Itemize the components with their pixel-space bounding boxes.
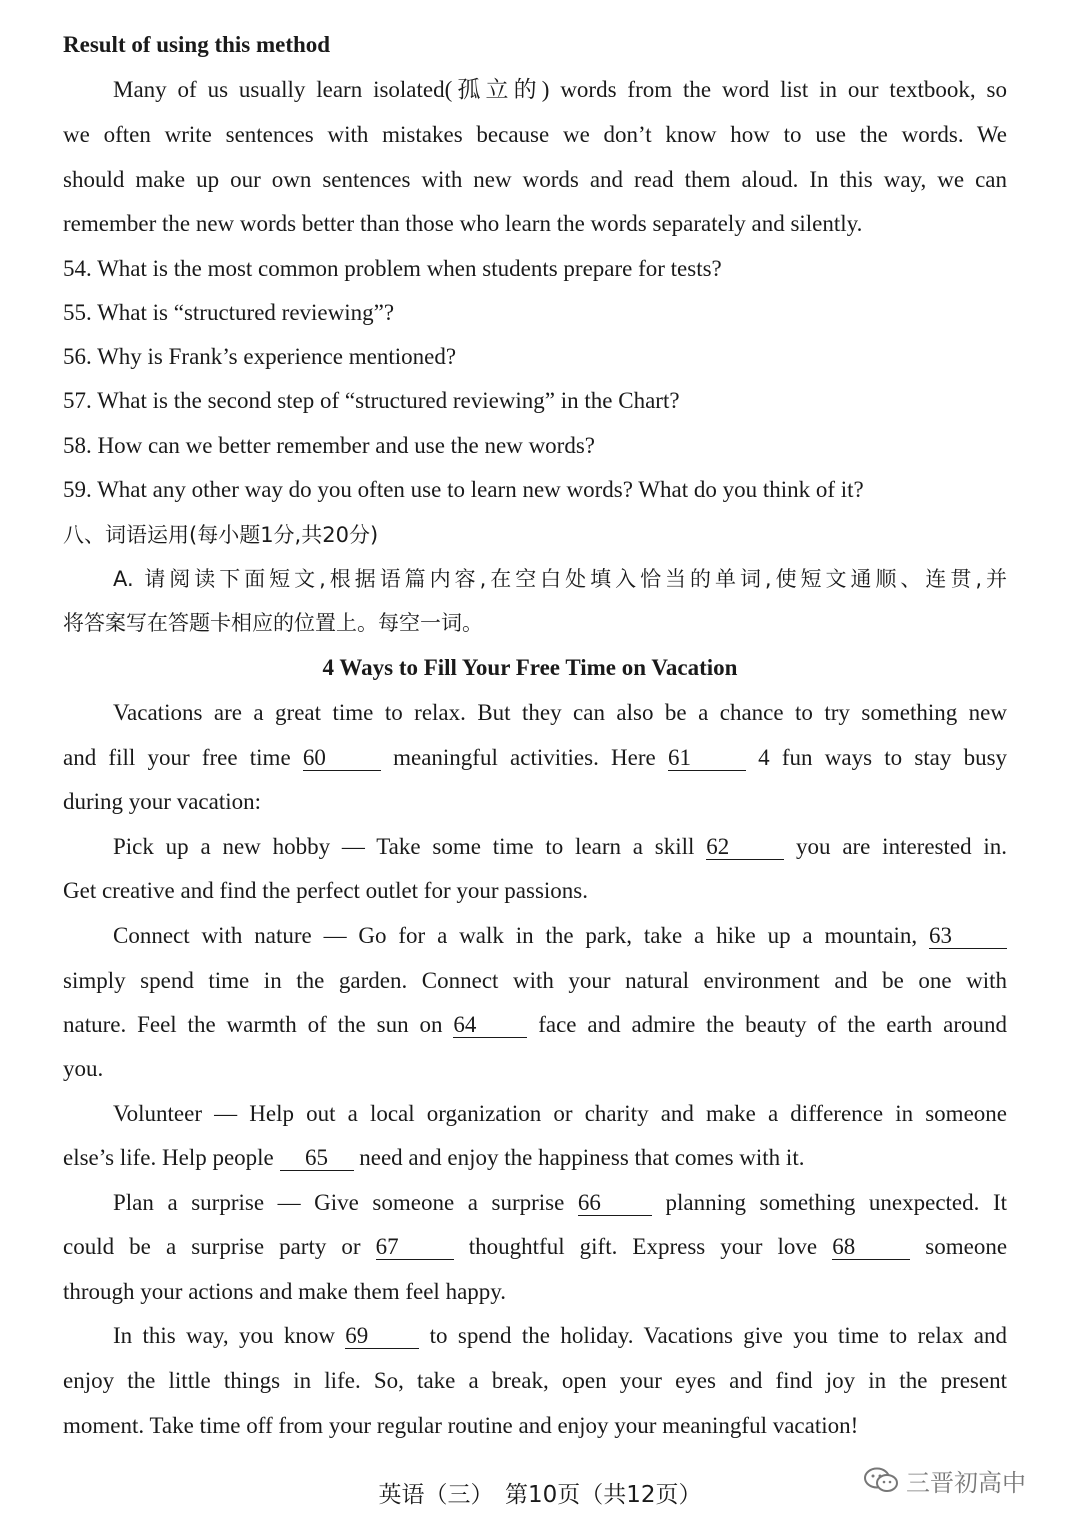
text-segment: 4 fun ways to stay busy — [758, 745, 1008, 770]
blank-67[interactable]: 67 — [376, 1235, 454, 1260]
section-heading: Result of using this method — [63, 32, 331, 57]
article-p1-line2 — [63, 743, 1007, 773]
text-segment: Connect with nature — Go for a walk in the park, take a hike up a mountain, — [113, 923, 918, 948]
text-segment: could be a surprise party or — [63, 1234, 361, 1259]
text-segment: to spend the holiday. Vacations give you time to relax and — [429, 1323, 1008, 1348]
article-p1-line1: Vacations are a great time to relax. But they can also be a chance to try something new — [113, 700, 1007, 725]
article-title: 4 Ways to Fill Your Free Time on Vacation — [322, 655, 738, 680]
question-58: 58. How can we better remember and use the new words? — [63, 433, 595, 458]
article-p5-line3: through your actions and make them feel happy. — [63, 1279, 507, 1304]
article-p2-line2: Get creative and find the perfect outlet for your passions. — [63, 878, 588, 903]
watermark-text: 三晋初高中 — [906, 1468, 1026, 1497]
text-segment: and fill your free time — [63, 745, 291, 770]
text-segment: you are interested in. — [796, 834, 1008, 859]
article-p1-line3: during your vacation: — [63, 789, 262, 814]
watermark — [862, 1462, 1062, 1498]
text-segment: thoughtful gift. Express your love — [468, 1234, 818, 1259]
article-p3-line1 — [113, 921, 1007, 951]
blank-62[interactable]: 62 — [706, 835, 784, 860]
blank-61[interactable]: 61 — [668, 746, 746, 771]
article-p6-line1 — [113, 1321, 1007, 1351]
article-p3-line2: simply spend time in the garden. Connect with your natural environment and be one with — [63, 968, 1007, 993]
page-footer: 英语（三） 第10页（共12页） — [378, 1482, 702, 1508]
text-segment: Pick up a new hobby — Take some time to learn a skill — [113, 834, 695, 859]
part8-instruction-line2: 将答案写在答题卡相应的位置上。每空一词。 — [63, 611, 483, 635]
question-55: 55. What is “structured reviewing”? — [63, 300, 395, 325]
text-segment: else’s life. Help people — [63, 1145, 274, 1170]
blank-64[interactable]: 64 — [453, 1013, 527, 1038]
question-54: 54. What is the most common problem when students prepare for tests? — [63, 256, 722, 281]
text-segment: nature. Feel the warmth of the sun on — [63, 1012, 443, 1037]
text-segment: planning something unexpected. It — [665, 1190, 1007, 1215]
article-p5-line1 — [113, 1188, 1007, 1218]
text-segment: someone — [925, 1234, 1008, 1259]
para1-line3: should make up our own sentences with new words and read them aloud. In this way, we can — [63, 167, 1007, 192]
para1-line4: remember the new words better than those who learn the words separately and silently. — [63, 211, 863, 236]
para1-line2: we often write sentences with mistakes because we don’t know how to use the words. We — [63, 122, 1007, 147]
article-p4-line2 — [63, 1143, 1007, 1173]
part8-heading: 八、词语运用(每小题1分,共20分) — [63, 523, 379, 547]
blank-66[interactable]: 66 — [578, 1191, 652, 1216]
part8-instruction-line1: A. 请阅读下面短文,根据语篇内容,在空白处填入恰当的单词,使短文通顺、连贯,并 — [113, 567, 1007, 591]
article-p4-line1: Volunteer — Help out a local organization or charity and make a difference in someone — [113, 1101, 1007, 1126]
article-p6-line2: enjoy the little things in life. So, take a break, open your eyes and find joy in the present — [63, 1368, 1007, 1393]
blank-68[interactable]: 68 — [832, 1235, 910, 1260]
question-59: 59. What any other way do you often use to learn new words? What do you think of it? — [63, 477, 864, 502]
blank-69[interactable]: 69 — [345, 1324, 419, 1349]
question-57: 57. What is the second step of “structured reviewing” in the Chart? — [63, 388, 680, 413]
article-p5-line2 — [63, 1232, 1007, 1262]
question-56: 56. Why is Frank’s experience mentioned? — [63, 344, 457, 369]
article-p2-line1 — [113, 832, 1007, 862]
blank-65[interactable]: 65 — [280, 1146, 354, 1171]
article-p6-line3: moment. Take time off from your regular routine and enjoy your meaningful vacation! — [63, 1413, 859, 1438]
blank-63[interactable]: 63 — [929, 924, 1007, 949]
text-segment: Plan a surprise — Give someone a surprise — [113, 1190, 565, 1215]
para1-line1: Many of us usually learn isolated(孤立的) words from the word list in our textbook, so — [113, 77, 1007, 102]
text-segment: meaningful activities. Here — [393, 745, 656, 770]
text-segment: In this way, you know — [113, 1323, 335, 1348]
wechat-icon — [862, 1466, 900, 1494]
article-p3-line4: you. — [63, 1056, 104, 1081]
blank-60[interactable]: 60 — [303, 746, 381, 771]
text-segment: face and admire the beauty of the earth around — [538, 1012, 1008, 1037]
text-segment: need and enjoy the happiness that comes with it. — [359, 1145, 805, 1170]
article-p3-line3 — [63, 1010, 1007, 1040]
